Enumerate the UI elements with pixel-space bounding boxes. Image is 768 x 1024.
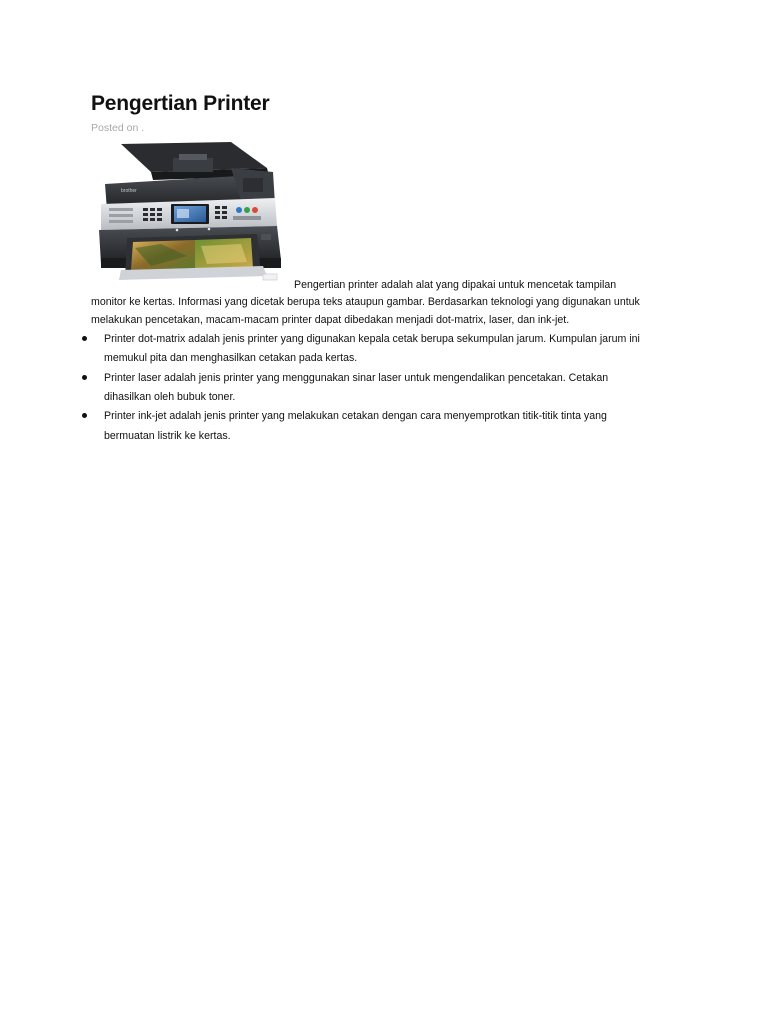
list-item-text: memukul pita dan menghasilkan cetakan pada kertas. [104,352,358,364]
intro-text-line-3: melakukan pencetakan, macam-macam printer dapat dibedakan menjadi dot-matrix, laser, dan ink-jet. [91,314,570,326]
list-item-text: Printer dot-matrix adalah jenis printer yang digunakan kepala cetak berupa sekumpulan jarum. Kumpulan jarum ini [104,333,640,345]
intro-text-line-1: Pengertian printer adalah alat yang dipakai untuk mencetak tampilan [294,279,617,291]
posted-meta: Posted on . [91,122,145,134]
page-title: Pengertian Printer [91,92,270,115]
list-item-text: Printer ink-jet adalah jenis printer yang melakukan cetakan dengan cara menyemprotkan titik-titik tinta yang [104,410,607,422]
bullet-icon [82,413,87,418]
svg-text:brother: brother [121,188,137,194]
bullet-icon [82,375,87,380]
list-item-text: bermuatan listrik ke kertas. [104,430,231,442]
list-item-text: dihasilkan oleh bubuk toner. [104,391,236,403]
bullet-icon [82,336,87,341]
intro-text-line-2: monitor ke kertas. Informasi yang dicetak berupa teks ataupun gambar. Berdasarkan teknologi yang digunakan untuk [91,296,640,308]
printer-image [91,138,293,284]
list-item-text: Printer laser adalah jenis printer yang menggunakan sinar laser untuk mengendalikan pencetakan. Cetakan [104,372,609,384]
